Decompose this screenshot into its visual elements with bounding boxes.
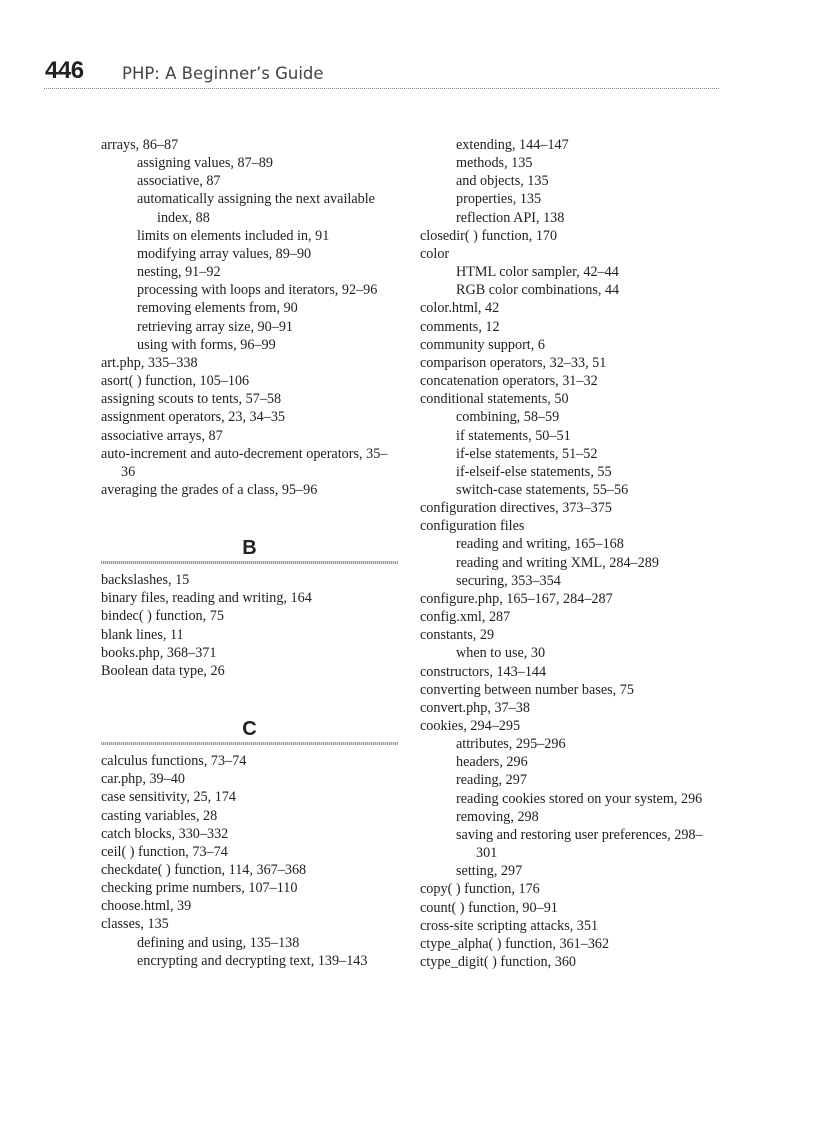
index-subentry: setting, 297 bbox=[456, 863, 523, 880]
index-entry: convert.php, 37–38 bbox=[420, 699, 530, 716]
index-entry: comments, 12 bbox=[420, 318, 500, 335]
index-entry: comparison operators, 32–33, 51 bbox=[420, 354, 607, 371]
index-entry: checking prime numbers, 107–110 bbox=[101, 880, 298, 897]
index-entry: catch blocks, 330–332 bbox=[101, 825, 229, 842]
index-subentry: if statements, 50–51 bbox=[456, 427, 571, 444]
index-entry: config.xml, 287 bbox=[420, 609, 511, 626]
index-subentry: processing with loops and iterators, 92–96 bbox=[137, 282, 378, 299]
section-rule bbox=[101, 561, 398, 564]
running-title: PHP: A Beginner’s Guide bbox=[122, 64, 324, 83]
section-letter-b: B bbox=[242, 537, 257, 560]
index-column-left bbox=[101, 136, 401, 970]
index-entry: copy( ) function, 176 bbox=[420, 881, 540, 898]
index-entry: ctype_digit( ) function, 360 bbox=[420, 954, 577, 971]
index-subentry: if-elseif-else statements, 55 bbox=[456, 463, 612, 480]
index-entry: community support, 6 bbox=[420, 336, 545, 353]
index-entry: cross-site scripting attacks, 351 bbox=[420, 917, 599, 934]
index-subentry: limits on elements included in, 91 bbox=[137, 227, 330, 244]
index-entry: checkdate( ) function, 114, 367–368 bbox=[101, 862, 307, 878]
index-entry: Boolean data type, 26 bbox=[101, 662, 225, 679]
index-subentry: reading, 297 bbox=[456, 772, 527, 789]
entries-right bbox=[420, 136, 720, 971]
index-entry: cookies, 294–295 bbox=[420, 718, 521, 734]
index-entry: casting variables, 28 bbox=[101, 807, 218, 824]
index-entry: case sensitivity, 25, 174 bbox=[101, 789, 237, 806]
section-b bbox=[101, 537, 398, 680]
entries-b bbox=[101, 571, 398, 680]
index-subentry: reading cookies stored on your system, 296 bbox=[456, 790, 703, 807]
section-c bbox=[101, 718, 398, 970]
index-column-right bbox=[420, 136, 720, 971]
index-subentry: removing, 298 bbox=[456, 808, 539, 825]
index-entry: ceil( ) function, 73–74 bbox=[101, 843, 228, 860]
index-subentry: combining, 58–59 bbox=[456, 409, 560, 426]
index-entry: constants, 29 bbox=[420, 627, 495, 644]
index-entry: auto-increment and auto-decrement operators, 35–36 bbox=[101, 445, 388, 480]
index-subentry: assigning values, 87–89 bbox=[137, 155, 273, 172]
index-entry: car.php, 39–40 bbox=[101, 771, 185, 788]
index-subentry: automatically assigning the next available index, 88 bbox=[137, 191, 375, 226]
index-subentry: modifying array values, 89–90 bbox=[137, 245, 312, 262]
index-entry: arrays, 86–87 bbox=[101, 137, 179, 153]
index-subentry: retrieving array size, 90–91 bbox=[137, 318, 294, 335]
index-entry: calculus functions, 73–74 bbox=[101, 753, 247, 770]
index-subentry: when to use, 30 bbox=[456, 645, 546, 662]
index-subentry: switch-case statements, 55–56 bbox=[456, 481, 629, 498]
index-entry: averaging the grades of a class, 95–96 bbox=[101, 481, 318, 498]
index-subentry: associative, 87 bbox=[137, 173, 221, 190]
index-entry: binary files, reading and writing, 164 bbox=[101, 590, 312, 607]
index-entry: closedir( ) function, 170 bbox=[420, 227, 558, 244]
index-subentry: removing elements from, 90 bbox=[137, 300, 298, 317]
index-entry: assigning scouts to tents, 57–58 bbox=[101, 391, 282, 408]
index-entry: assignment operators, 23, 34–35 bbox=[101, 409, 286, 426]
index-entry: asort( ) function, 105–106 bbox=[101, 373, 250, 390]
index-subentry: using with forms, 96–99 bbox=[137, 336, 276, 353]
index-entry: blank lines, 11 bbox=[101, 626, 184, 643]
entries-a bbox=[101, 136, 401, 499]
index-entry: constructors, 143–144 bbox=[420, 663, 547, 680]
index-subentry: defining and using, 135–138 bbox=[137, 934, 300, 951]
index-entry: configuration directives, 373–375 bbox=[420, 500, 612, 517]
index-entry: art.php, 335–338 bbox=[101, 354, 198, 371]
section-rule bbox=[101, 742, 398, 745]
index-subentry: HTML color sampler, 42–44 bbox=[456, 264, 619, 281]
index-entry: color.html, 42 bbox=[420, 300, 500, 317]
index-subentry: properties, 135 bbox=[456, 191, 542, 208]
page-header bbox=[44, 58, 719, 89]
index-entry: color bbox=[420, 245, 450, 262]
index-entry: conditional statements, 50 bbox=[420, 391, 569, 408]
index-subentry: and objects, 135 bbox=[456, 173, 549, 190]
section-letter-c: C bbox=[242, 718, 257, 741]
index-subentry: nesting, 91–92 bbox=[137, 264, 221, 281]
index-subentry: attributes, 295–296 bbox=[456, 736, 566, 753]
index-subentry: reading and writing, 165–168 bbox=[456, 536, 624, 553]
index-subentry: extending, 144–147 bbox=[456, 137, 569, 153]
index-subentry: encrypting and decrypting text, 139–143 bbox=[137, 952, 368, 969]
index-entry: backslashes, 15 bbox=[101, 572, 190, 589]
index-entry: choose.html, 39 bbox=[101, 898, 192, 915]
index-entry: ctype_alpha( ) function, 361–362 bbox=[420, 935, 610, 952]
index-entry: classes, 135 bbox=[101, 916, 169, 933]
index-subentry: if-else statements, 51–52 bbox=[456, 445, 598, 462]
index-subentry: reading and writing XML, 284–289 bbox=[456, 554, 659, 571]
index-entry: bindec( ) function, 75 bbox=[101, 608, 224, 625]
index-subentry: headers, 296 bbox=[456, 754, 528, 771]
index-entry: concatenation operators, 31–32 bbox=[420, 373, 598, 390]
page-number: 446 bbox=[45, 57, 84, 84]
index-subentry: saving and restoring user preferences, 298–301 bbox=[456, 826, 703, 862]
index-entry: count( ) function, 90–91 bbox=[420, 899, 558, 916]
entries-c bbox=[101, 752, 398, 970]
index-entry: converting between number bases, 75 bbox=[420, 681, 634, 698]
index-entry: configuration files bbox=[420, 518, 525, 535]
index-subentry: securing, 353–354 bbox=[456, 572, 561, 589]
index-subentry: methods, 135 bbox=[456, 155, 533, 172]
index-entry: associative arrays, 87 bbox=[101, 427, 223, 444]
index-entry: books.php, 368–371 bbox=[101, 644, 217, 661]
index-subentry: reflection API, 138 bbox=[456, 209, 565, 226]
index-subentry: RGB color combinations, 44 bbox=[456, 282, 620, 299]
index-entry: configure.php, 165–167, 284–287 bbox=[420, 590, 613, 607]
